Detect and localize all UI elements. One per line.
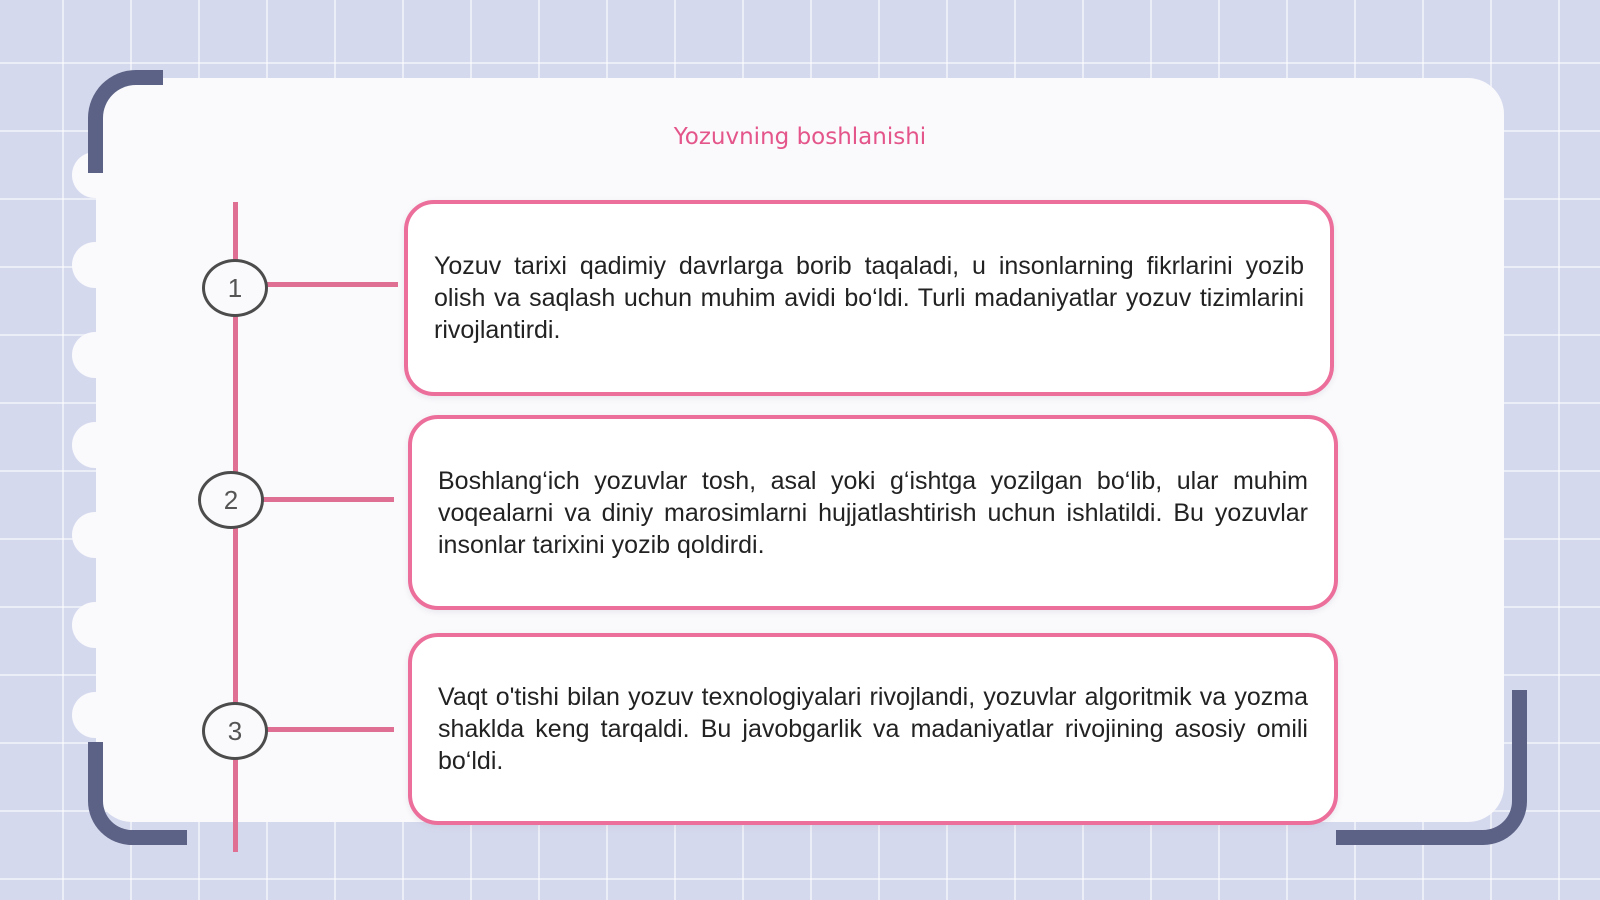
timeline-number: 1 xyxy=(227,272,243,303)
timeline-card-text: Yozuv tarixi qadimiy davrlarga borib taqaladi, u insonlarning fikrlarini yozib olish va saqlash uchun muhim avidi bo‘ldi. Turli madaniyatlar yozuv tizimlarini rivojlantirdi. xyxy=(434,252,1304,344)
timeline-number: 2 xyxy=(223,484,239,515)
slide-title: Yozuvning boshlanishi xyxy=(673,124,927,150)
frame-bracket-bottom-right xyxy=(1336,690,1527,845)
paper-tab xyxy=(72,512,126,558)
paper-tab xyxy=(72,602,126,648)
paper-tab xyxy=(72,422,126,468)
timeline-card-1 xyxy=(404,200,1334,396)
timeline-card-text: Boshlang‘ich yozuvlar tosh, asal yoki g‘ishtga yozilgan bo‘lib, ular muhim voqealarni va diniy marosimlarni hujjatlashtirish uchun ishlatildi. Bu yozuvlar insonlar tarixini yozib qoldirdi. xyxy=(438,466,1308,559)
frame-bracket-bottom-left xyxy=(88,742,187,845)
paper-tab xyxy=(72,692,126,738)
paper-tab xyxy=(72,242,126,288)
timeline-marker-2 xyxy=(198,471,264,529)
paper-tab xyxy=(72,332,126,378)
frame-bracket-top-left xyxy=(88,70,163,173)
timeline-card-2 xyxy=(408,415,1338,610)
timeline-number: 3 xyxy=(227,715,243,746)
timeline-card-text: Vaqt o'tishi bilan yozuv texnologiyalari rivojlandi, yozuvlar algoritmik va yozma shaklda keng tarqaldi. Bu javobgarlik va madaniyatlar rivojining asosiy omili bo‘ldi. xyxy=(438,683,1308,775)
timeline-marker-3 xyxy=(202,702,268,760)
timeline-connector xyxy=(262,497,394,502)
timeline-card-3 xyxy=(408,633,1338,825)
timeline-marker-1 xyxy=(202,259,268,317)
timeline-connector xyxy=(266,727,394,732)
timeline-connector xyxy=(266,282,398,287)
